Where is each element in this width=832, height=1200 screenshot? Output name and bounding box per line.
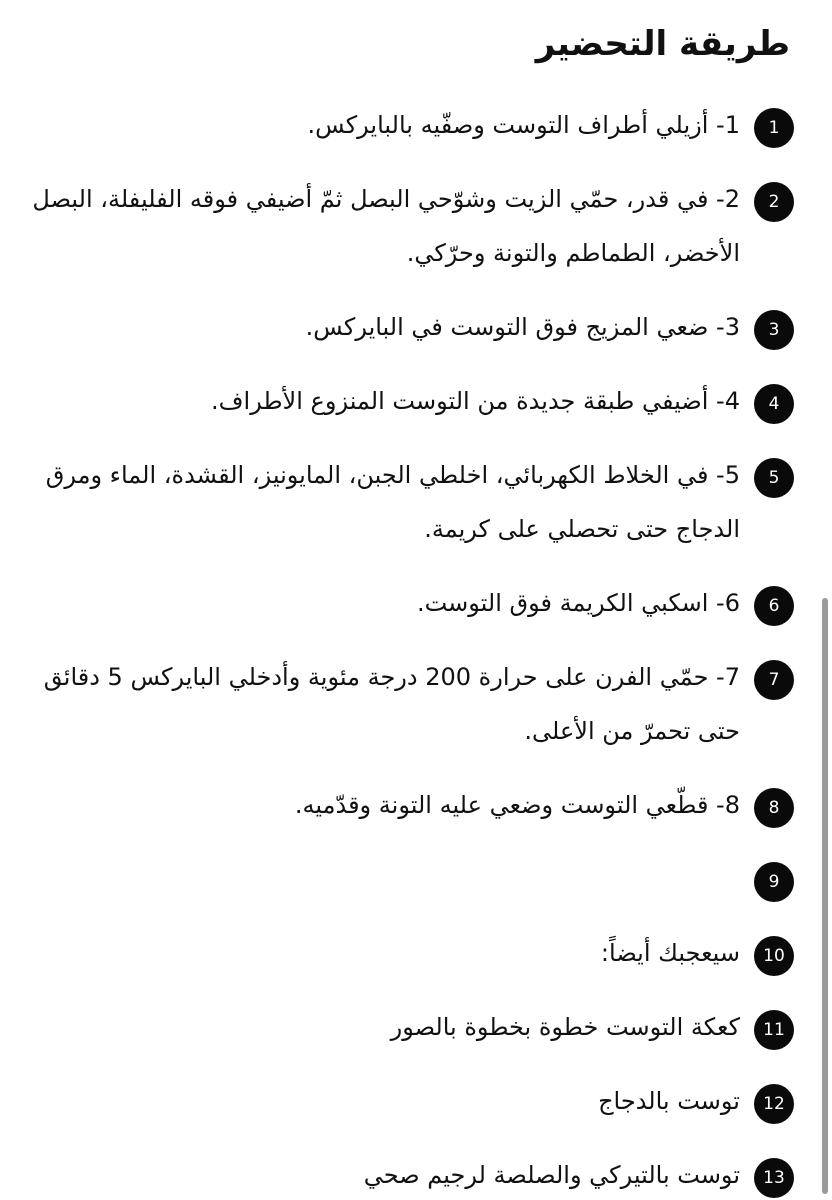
step-number-badge: 5 [754,458,794,498]
list-item [14,576,794,630]
list-item [14,650,794,758]
step-number-badge: 3 [754,310,794,350]
step-number-badge: 1 [754,108,794,148]
step-text: 8- قطّعي التوست وضعي عليه التونة وقدّميه. [294,791,740,819]
list-item [14,778,794,832]
related-link[interactable]: كعكة التوست خطوة بخطوة بالصور [390,1013,740,1041]
related-link[interactable]: توست بالدجاج [598,1087,740,1115]
list-item[interactable] [14,1074,794,1128]
step-number-badge: 8 [754,788,794,828]
step-text: 5- في الخلاط الكهربائي، اخلطي الجبن، المايونيز، القشدة، الماء ومرق الدجاج حتى تحصلي على كريمة. [45,461,740,543]
step-text: 4- أضيفي طبقة جديدة من التوست المنزوع الأطراف. [211,387,740,415]
list-item [14,98,794,152]
step-text: 3- ضعي المزيج فوق التوست في البايركس. [305,313,740,341]
step-number-badge: 2 [754,182,794,222]
list-item [14,852,794,906]
step-text: 7- حمّي الفرن على حرارة 200 درجة مئوية وأدخلي البايركس 5 دقائق حتى تحمرّ من الأعلى. [43,663,740,745]
step-text [14,852,740,906]
list-item [14,374,794,428]
step-number-badge: 10 [754,936,794,976]
step-text: 6- اسكبي الكريمة فوق التوست. [416,589,740,617]
list-item [14,448,794,556]
step-number-badge: 9 [754,862,794,902]
scrollbar-thumb[interactable] [822,598,828,1194]
list-item [14,172,794,280]
related-heading: سيعجبك أيضاً: [600,939,740,967]
steps-list [14,98,794,1200]
step-number-badge: 12 [754,1084,794,1124]
related-link[interactable]: توست بالتيركي والصلصة لرجيم صحي [363,1161,740,1189]
section-heading: طريقة التحضير [535,24,790,64]
step-number-badge: 7 [754,660,794,700]
list-item[interactable] [14,1000,794,1054]
list-item [14,926,794,980]
list-item[interactable] [14,1148,794,1200]
step-number-badge: 13 [754,1158,794,1198]
step-number-badge: 4 [754,384,794,424]
list-item [14,300,794,354]
step-number-badge: 11 [754,1010,794,1050]
step-text: 2- في قدر، حمّي الزيت وشوّحي البصل ثمّ أضيفي فوقه الفليفلة، البصل الأخضر، الطماطم والتونة وحرّكي. [32,185,740,267]
step-number-badge: 6 [754,586,794,626]
step-text: 1- أزيلي أطراف التوست وصفّيه بالبايركس. [307,111,740,139]
